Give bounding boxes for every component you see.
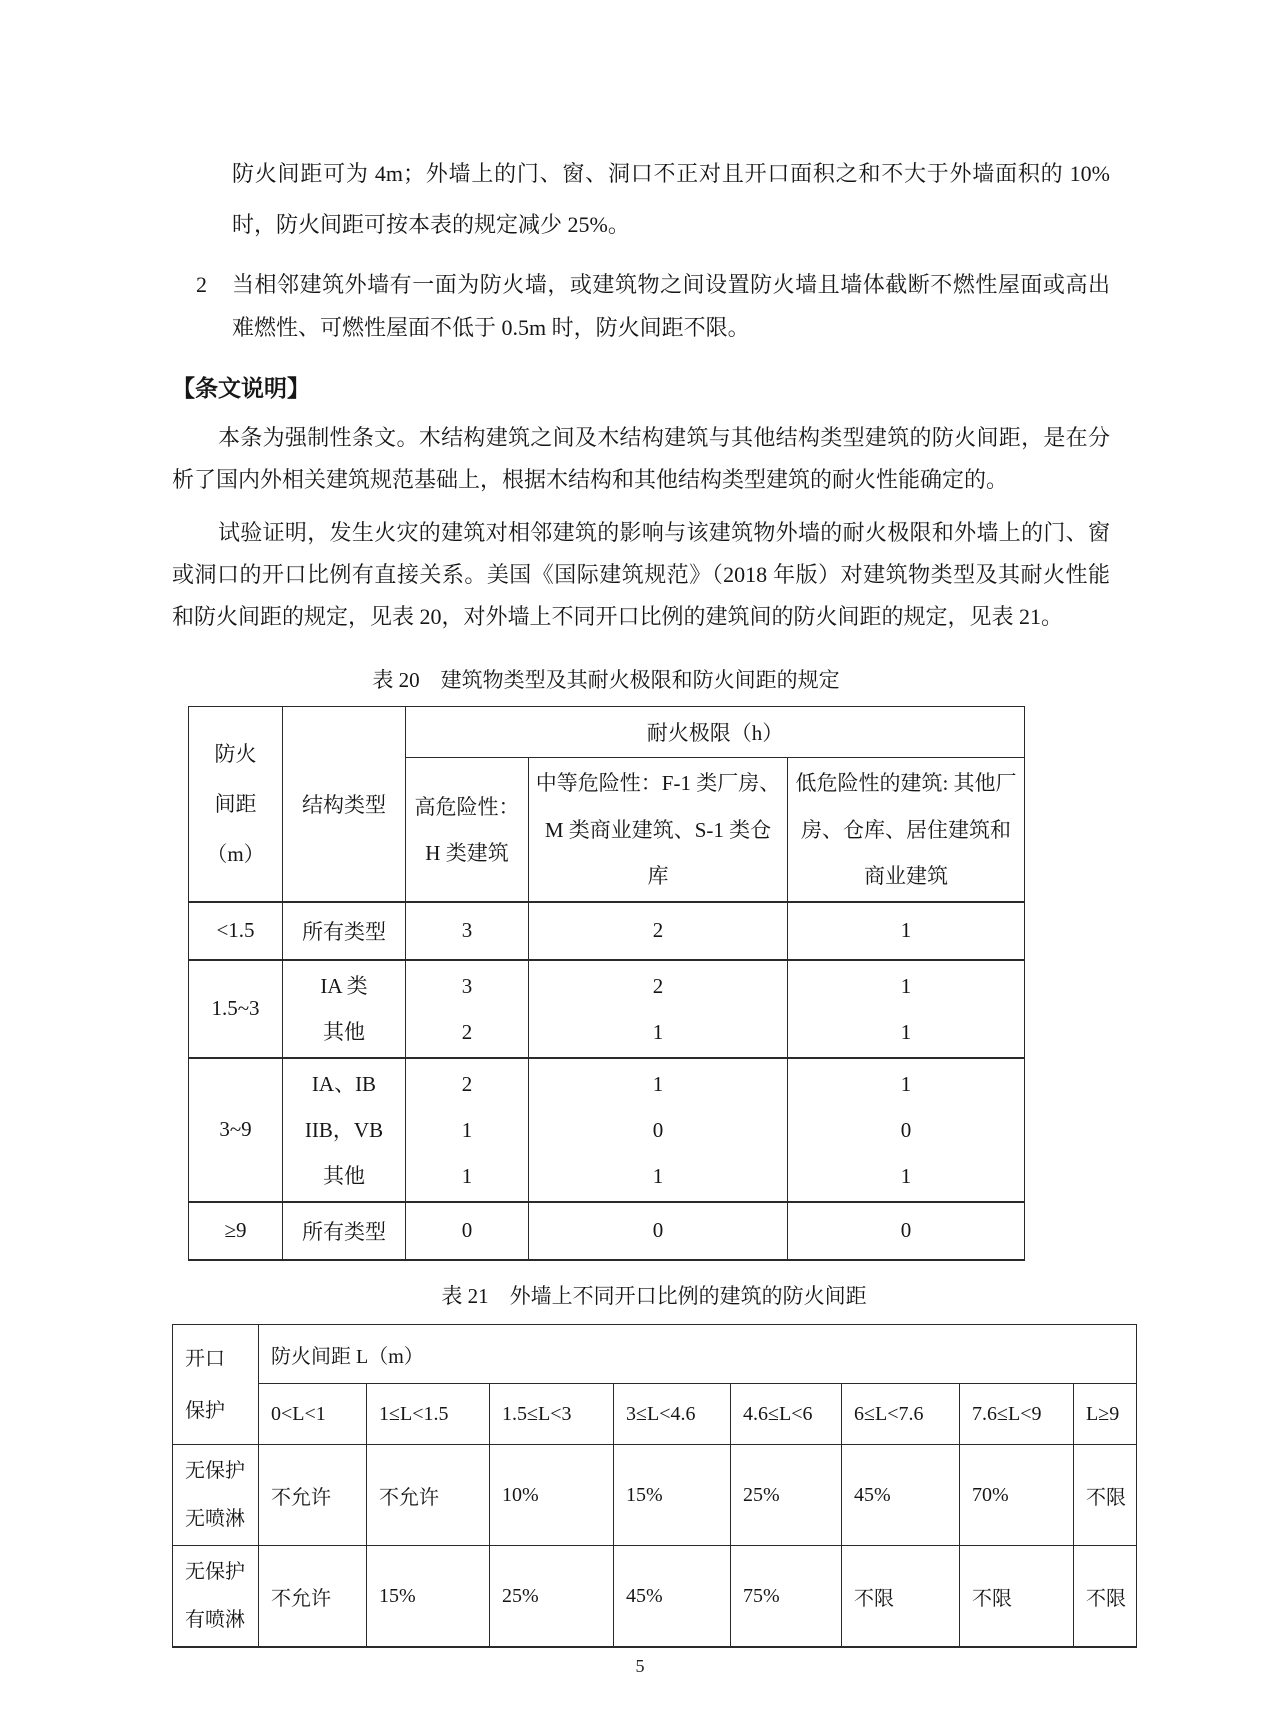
explanation-paragraph-2: 试验证明，发生火灾的建筑对相邻建筑的影响与该建筑物外墙的耐火极限和外墙上的门、窗或洞口的开口比例有直接关系。美国《国际建筑规范》（2018 年版）对建筑物类型及其耐火性能和防火间距的规定，见表 20，对外墙上不同开口比例的建筑间的防火间距的规定，见表 21。 bbox=[172, 519, 1110, 630]
value-cell bbox=[788, 960, 1025, 1058]
header-line: 保护 bbox=[185, 1399, 225, 1422]
value-cell bbox=[788, 1058, 1025, 1202]
table-20-header bbox=[189, 707, 1025, 902]
cell-line: 0 bbox=[900, 1117, 912, 1142]
table-21-title: 表 21 外墙上不同开口比例的建筑的防火间距 bbox=[441, 1283, 867, 1308]
structure-cell: 所有类型 bbox=[283, 902, 406, 960]
cell-line: 有喷淋 bbox=[185, 1609, 245, 1632]
cell-line: 其他 bbox=[323, 1163, 365, 1188]
value-cell: 不允许 bbox=[259, 1445, 367, 1546]
cell-line: IIB，VB bbox=[304, 1117, 384, 1142]
value-cell bbox=[406, 1058, 529, 1202]
cell-line: 无保护 bbox=[185, 1561, 245, 1584]
header-line: （m） bbox=[206, 842, 265, 867]
table-20-subheader-high-hazard: 高危险性： H 类建筑 bbox=[406, 758, 529, 902]
table-row bbox=[189, 902, 1025, 960]
header-line: 防火 bbox=[214, 742, 257, 767]
cell-line: 1 bbox=[652, 1163, 664, 1188]
table-21-header bbox=[173, 1325, 1137, 1445]
row-label-cell bbox=[173, 1445, 259, 1546]
table-21-section bbox=[172, 1281, 1136, 1649]
table-row bbox=[173, 1445, 1137, 1546]
cell-line: 0 bbox=[652, 1117, 664, 1142]
table-20-section bbox=[188, 665, 1024, 1261]
cell-line: 1 bbox=[900, 973, 912, 998]
value-cell: 不限 bbox=[842, 1546, 960, 1648]
cell-line: IA、IB bbox=[311, 1071, 377, 1096]
value-cell: 75% bbox=[731, 1546, 842, 1648]
table-21-header-opening-protection bbox=[173, 1325, 259, 1445]
range-cell: 3~9 bbox=[189, 1058, 283, 1202]
table-21-column-header: 3≤L<4.6 bbox=[614, 1384, 731, 1445]
value-cell: 45% bbox=[614, 1546, 731, 1648]
cell-line: 1 bbox=[900, 1163, 912, 1188]
table-21-column-header: 7.6≤L<9 bbox=[960, 1384, 1074, 1445]
structure-cell bbox=[283, 960, 406, 1058]
table-21-column-header: L≥9 bbox=[1074, 1384, 1137, 1445]
structure-cell bbox=[283, 1058, 406, 1202]
cell-line: 1 bbox=[652, 1019, 664, 1044]
table-20-title: 表 20 建筑物类型及其耐火极限和防火间距的规定 bbox=[372, 667, 840, 692]
header-line: 间距 bbox=[214, 792, 257, 817]
range-cell: 1.5~3 bbox=[189, 960, 283, 1058]
table-20-header-structure-type: 结构类型 bbox=[283, 707, 406, 902]
value-cell: 0 bbox=[529, 1202, 788, 1260]
header-line: 开口 bbox=[185, 1347, 225, 1370]
value-cell: 25% bbox=[490, 1546, 614, 1648]
value-cell: 15% bbox=[367, 1546, 490, 1648]
cell-line: 2 bbox=[461, 1019, 473, 1044]
value-cell: 不允许 bbox=[367, 1445, 490, 1546]
structure-cell: 所有类型 bbox=[283, 1202, 406, 1260]
cell-line: 3 bbox=[461, 973, 473, 998]
value-cell: 不允许 bbox=[259, 1546, 367, 1648]
cell-line: 1 bbox=[461, 1117, 473, 1142]
value-cell: 不限 bbox=[960, 1546, 1074, 1648]
value-cell: 3 bbox=[406, 902, 529, 960]
table-21-header-distance-group: 防火间距 L（m） bbox=[259, 1325, 1137, 1384]
table-20-subheader-low-hazard: 低危险性的建筑: 其他厂房、仓库、居住建筑和商业建筑 bbox=[788, 758, 1025, 902]
value-cell: 15% bbox=[614, 1445, 731, 1546]
value-cell: 不限 bbox=[1074, 1546, 1137, 1648]
table-20-subheader-medium-hazard: 中等危险性：F-1 类厂房、M 类商业建筑、S-1 类仓库 bbox=[529, 758, 788, 902]
table-20-header-fire-resistance-group: 耐火极限（h） bbox=[406, 707, 1025, 758]
table-row-group bbox=[189, 960, 1025, 1058]
table-row bbox=[173, 1546, 1137, 1648]
value-cell bbox=[529, 960, 788, 1058]
table-21-column-header: 1≤L<1.5 bbox=[367, 1384, 490, 1445]
value-cell: 45% bbox=[842, 1445, 960, 1546]
value-cell: 25% bbox=[731, 1445, 842, 1546]
value-cell: 70% bbox=[960, 1445, 1074, 1546]
cell-line: 1 bbox=[900, 1019, 912, 1044]
cell-line: 无保护 bbox=[185, 1460, 245, 1483]
table-row-group bbox=[189, 1058, 1025, 1202]
page-number: 5 bbox=[635, 1656, 645, 1676]
row-label-cell bbox=[173, 1546, 259, 1648]
table-21 bbox=[172, 1324, 1137, 1648]
section-heading-explanation: 【条文说明】 bbox=[172, 374, 310, 401]
cell-line: 2 bbox=[652, 973, 664, 998]
cell-line: 其他 bbox=[323, 1019, 365, 1044]
explanation-paragraph-1: 本条为强制性条文。木结构建筑之间及木结构建筑与其他结构类型建筑的防火间距，是在分析了国内外相关建筑规范基础上，根据木结构和其他结构类型建筑的耐火性能确定的。 bbox=[172, 424, 1110, 493]
value-cell: 0 bbox=[788, 1202, 1025, 1260]
clause-item-2-number: 2 bbox=[196, 272, 207, 298]
value-cell: 2 bbox=[529, 902, 788, 960]
cell-line: 1 bbox=[900, 1071, 912, 1096]
cell-line: 1 bbox=[461, 1163, 473, 1188]
table-20-header-fire-distance bbox=[189, 707, 283, 902]
clause-item-2 bbox=[196, 264, 1110, 350]
table-row bbox=[189, 1202, 1025, 1260]
table-21-column-header: 0<L<1 bbox=[259, 1384, 367, 1445]
value-cell: 0 bbox=[406, 1202, 529, 1260]
table-21-column-header: 6≤L<7.6 bbox=[842, 1384, 960, 1445]
value-cell bbox=[529, 1058, 788, 1202]
value-cell: 不限 bbox=[1074, 1445, 1137, 1546]
range-cell: ≥9 bbox=[189, 1202, 283, 1260]
cell-line: 无喷淋 bbox=[185, 1508, 245, 1531]
table-21-column-header: 4.6≤L<6 bbox=[731, 1384, 842, 1445]
table-21-column-header: 1.5≤L<3 bbox=[490, 1384, 614, 1445]
clause-item-2-text: 当相邻建筑外墙有一面为防火墙，或建筑物之间设置防火墙且墙体截断不燃性屋面或高出难燃性、可燃性屋面不低于 0.5m 时，防火间距不限。 bbox=[232, 272, 1110, 340]
value-cell bbox=[406, 960, 529, 1058]
value-cell: 10% bbox=[490, 1445, 614, 1546]
cell-line: 1 bbox=[652, 1071, 664, 1096]
cell-line: IA 类 bbox=[320, 973, 368, 998]
clause-item-1-continuation: 防火间距可为 4m；外墙上的门、窗、洞口不正对且开口面积之和不大于外墙面积的 10%时，防火间距可按本表的规定减少 25%。 bbox=[232, 161, 1110, 238]
value-cell: 1 bbox=[788, 902, 1025, 960]
range-cell: <1.5 bbox=[189, 902, 283, 960]
table-20 bbox=[188, 706, 1025, 1261]
cell-line: 2 bbox=[461, 1071, 473, 1096]
